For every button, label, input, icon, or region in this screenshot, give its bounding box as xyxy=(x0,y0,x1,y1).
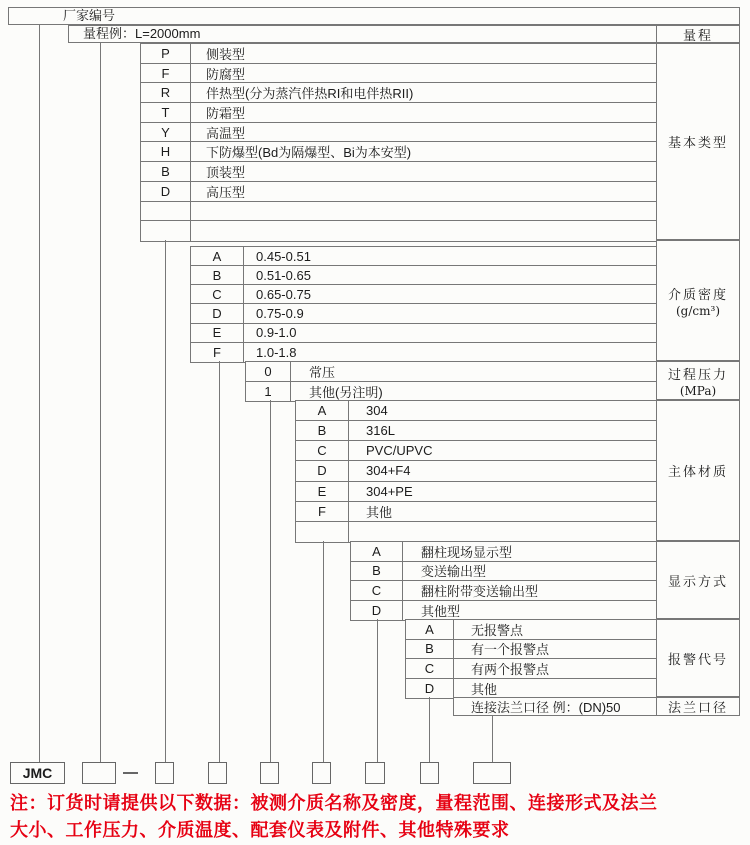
leader-line-material xyxy=(323,541,324,762)
table-row xyxy=(141,64,656,84)
category-label-alarm-code xyxy=(656,619,740,697)
table-row xyxy=(296,401,656,421)
desc-cell: 有两个报警点 xyxy=(471,661,550,677)
leader-line-flange xyxy=(492,716,493,762)
desc-cell: 连接法兰口径 例：(DN)50 xyxy=(471,700,621,715)
factory-code-box xyxy=(8,7,740,25)
code-box-flange xyxy=(473,762,511,784)
table-row xyxy=(296,421,656,441)
table-row xyxy=(296,461,656,481)
table-row xyxy=(351,562,656,582)
code-cell: 1 xyxy=(246,382,291,402)
desc-cell: 顶装型 xyxy=(206,164,246,180)
code-cell: Y xyxy=(141,123,191,142)
desc-cell: 316L xyxy=(366,423,395,439)
desc-cell xyxy=(349,522,656,542)
table-row xyxy=(191,285,656,304)
table-row xyxy=(246,362,656,382)
table-row xyxy=(141,83,656,103)
model-prefix: JMC xyxy=(22,765,53,781)
code-cell: F xyxy=(296,502,349,521)
desc-cell: 其他 xyxy=(366,504,393,520)
desc-cell: 无报警点 xyxy=(471,622,524,638)
desc-cell: 防腐型 xyxy=(206,66,246,82)
desc-cell: 高温型 xyxy=(206,125,246,141)
table-row xyxy=(141,103,656,123)
desc-cell: 高压型 xyxy=(206,184,246,200)
category-text: 法兰口径 xyxy=(667,701,728,716)
code-cell: D xyxy=(296,461,349,480)
table-row xyxy=(141,182,656,202)
basic-table xyxy=(140,43,657,242)
desc-cell: 变送输出型 xyxy=(421,564,487,580)
desc-cell: PVC/UPVC xyxy=(366,443,433,459)
table-row xyxy=(191,324,656,343)
category-label-density xyxy=(656,240,740,361)
code-cell xyxy=(141,202,191,221)
model-prefix-box xyxy=(10,762,65,784)
code-cell: D xyxy=(406,679,454,699)
code-cell: 0 xyxy=(246,362,291,381)
category-unit: (MPa) xyxy=(679,383,717,398)
desc-cell: 0.9-1.0 xyxy=(256,325,297,341)
desc-cell: 防霜型 xyxy=(206,105,246,121)
code-box-range xyxy=(82,762,116,784)
category-label-basic-type xyxy=(656,43,740,240)
table-row xyxy=(454,698,656,715)
code-cell: A xyxy=(296,401,349,420)
desc-cell: 下防爆型(Bd为隔爆型、Bi为本安型) xyxy=(206,145,412,161)
table-row xyxy=(141,221,656,241)
code-box-basic xyxy=(155,762,174,784)
factory-code-label: 厂家编号 xyxy=(63,8,116,23)
desc-cell: 304 xyxy=(366,403,388,419)
category-label-flange-size xyxy=(656,697,740,716)
leader-line-density xyxy=(219,361,220,762)
table-row xyxy=(406,659,656,679)
leader-line-basic xyxy=(165,240,166,762)
category-text: 主体材质 xyxy=(667,465,728,480)
desc-cell xyxy=(191,221,656,241)
category-text: 基本类型 xyxy=(667,136,728,151)
code-cell: A xyxy=(351,542,403,561)
flange-table xyxy=(453,697,657,716)
table-row xyxy=(296,441,656,461)
table-row xyxy=(296,502,656,522)
code-cell: C xyxy=(191,285,244,303)
table-row xyxy=(351,581,656,601)
category-label-material xyxy=(656,400,740,541)
code-cell: D xyxy=(141,182,191,201)
desc-cell: 翻柱附带变送输出型 xyxy=(421,583,539,599)
table-row xyxy=(141,202,656,222)
code-box-pressure xyxy=(260,762,279,784)
leader-line-display xyxy=(377,619,378,762)
alarm-table xyxy=(405,619,657,699)
category-text: 量程 xyxy=(682,28,713,44)
code-cell: B xyxy=(351,562,403,581)
code-cell: D xyxy=(351,601,403,621)
range-example-box xyxy=(68,25,740,43)
table-row xyxy=(191,343,656,362)
code-cell: C xyxy=(406,659,454,678)
desc-cell: 0.45-0.51 xyxy=(256,248,311,264)
code-cell: E xyxy=(296,482,349,501)
code-box-density xyxy=(208,762,227,784)
category-label-range xyxy=(656,25,740,43)
table-row xyxy=(191,304,656,323)
desc-cell: 0.65-0.75 xyxy=(256,286,311,302)
order-note-line1: 注：订货时请提供以下数据：被测介质名称及密度，量程范围、连接形式及法兰 xyxy=(10,793,658,813)
table-row xyxy=(296,522,656,542)
code-cell: H xyxy=(141,142,191,161)
desc-cell: 1.0-1.8 xyxy=(256,344,297,360)
code-cell: P xyxy=(141,44,191,63)
table-row xyxy=(191,266,656,285)
table-row xyxy=(141,142,656,162)
category-unit: (g/cm³) xyxy=(676,303,720,318)
display-table xyxy=(350,541,657,621)
category-text: 报警代号 xyxy=(667,652,728,668)
table-row xyxy=(141,123,656,143)
desc-cell: 304+F4 xyxy=(366,463,411,479)
table-row xyxy=(296,482,656,502)
desc-cell: 0.51-0.65 xyxy=(256,267,311,283)
leader-line-pressure xyxy=(270,400,271,762)
leader-line-range xyxy=(100,43,101,762)
desc-cell: 翻柱现场显示型 xyxy=(421,544,513,560)
table-row xyxy=(406,679,656,699)
code-box-material xyxy=(312,762,331,784)
code-cell xyxy=(296,522,349,542)
table-row xyxy=(406,620,656,640)
range-example-text: 量程例：L=2000mm xyxy=(83,26,201,41)
desc-cell: 伴热型(分为蒸汽伴热RI和电伴热RII) xyxy=(206,86,414,102)
code-cell: F xyxy=(141,64,191,83)
desc-cell: 有一个报警点 xyxy=(471,642,550,658)
code-cell: E xyxy=(191,324,244,342)
table-row xyxy=(351,601,656,621)
desc-cell: 304+PE xyxy=(366,483,413,499)
code-cell: B xyxy=(191,266,244,284)
desc-cell: 侧装型 xyxy=(206,46,246,62)
code-cell: B xyxy=(406,640,454,659)
pressure-table xyxy=(245,361,657,402)
category-label-pressure xyxy=(656,361,740,400)
category-label-display-mode xyxy=(656,541,740,619)
code-cell: D xyxy=(191,304,244,322)
desc-cell: 0.75-0.9 xyxy=(256,306,304,322)
table-row xyxy=(141,44,656,64)
leader-line-alarm xyxy=(429,697,430,762)
code-cell: C xyxy=(351,581,403,600)
table-row xyxy=(141,162,656,182)
code-cell: B xyxy=(141,162,191,181)
leader-line-factory xyxy=(39,25,40,762)
code-cell: A xyxy=(406,620,454,639)
desc-cell: 其他(另注明) xyxy=(309,384,383,400)
density-table xyxy=(190,246,657,363)
category-text: 介质密度 xyxy=(667,287,728,303)
dash-separator xyxy=(123,772,138,774)
table-row xyxy=(406,640,656,660)
code-cell xyxy=(141,221,191,241)
desc-cell: 其他 xyxy=(471,681,498,697)
code-cell: B xyxy=(296,421,349,440)
desc-cell xyxy=(191,202,656,221)
category-text: 过程压力 xyxy=(667,367,728,383)
desc-cell: 其他型 xyxy=(421,603,461,619)
code-cell: A xyxy=(191,247,244,265)
table-row xyxy=(246,382,656,402)
code-cell: R xyxy=(141,83,191,102)
table-row xyxy=(351,542,656,562)
category-text: 显示方式 xyxy=(667,574,728,590)
code-cell: C xyxy=(296,441,349,460)
code-cell: F xyxy=(191,343,244,362)
code-box-display xyxy=(365,762,385,784)
table-row xyxy=(191,247,656,266)
material-table xyxy=(295,400,657,543)
code-box-alarm xyxy=(420,762,439,784)
code-cell: T xyxy=(141,103,191,122)
desc-cell: 常压 xyxy=(309,364,336,380)
order-note-line2: 大小、工作压力、介质温度、配套仪表及附件、其他特殊要求 xyxy=(10,820,510,840)
